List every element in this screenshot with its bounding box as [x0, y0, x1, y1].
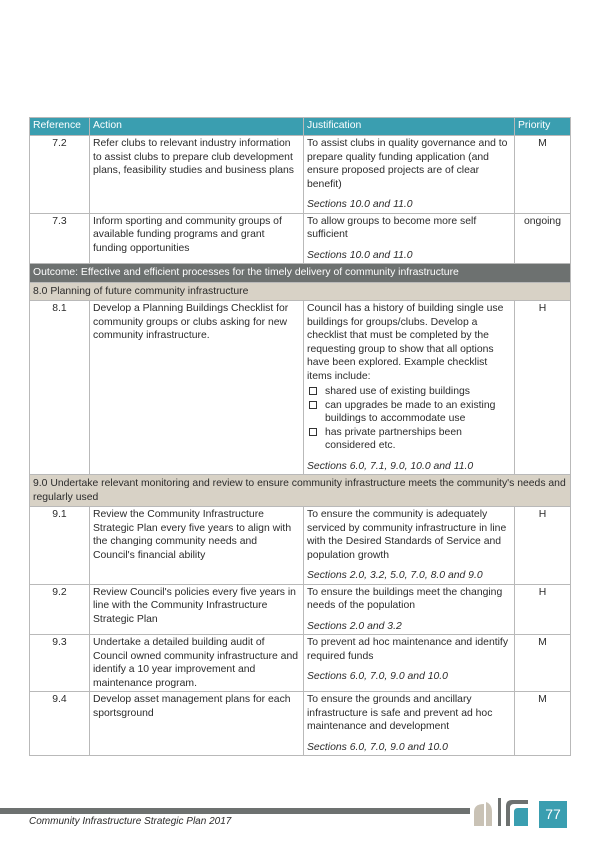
row-action: Develop asset management plans for each sportsground	[90, 692, 304, 756]
row-justification	[304, 507, 515, 585]
checklist-item	[307, 385, 511, 399]
row-reference: 7.3	[30, 213, 90, 264]
checkbox-icon	[309, 428, 317, 436]
justification-text: To prevent ad hoc maintenance and identify required funds	[307, 637, 509, 662]
outcome-text: Outcome: Effective and efficient processes for the timely delivery of community infrastructure	[30, 264, 571, 283]
table-row	[30, 507, 571, 585]
source-sections: Sections 2.0, 3.2, 5.0, 7.0, 8.0 and 9.0	[307, 570, 483, 581]
row-reference: 8.1	[30, 301, 90, 475]
council-logo-icon	[472, 796, 536, 826]
source-sections: Sections 10.0 and 11.0	[307, 199, 413, 210]
header-priority: Priority	[515, 118, 571, 136]
footer-bar	[0, 808, 470, 814]
table-row	[30, 136, 571, 214]
checklist	[307, 385, 511, 453]
footer-doc-title: Community Infrastructure Strategic Plan 2017	[29, 816, 232, 827]
row-reference: 7.2	[30, 136, 90, 214]
table-row	[30, 301, 571, 475]
row-priority: H	[515, 507, 571, 585]
checklist-item-text: has private partnerships been considered etc.	[325, 426, 462, 451]
row-justification	[304, 213, 515, 264]
row-priority: M	[515, 635, 571, 692]
row-reference: 9.2	[30, 584, 90, 635]
row-justification	[304, 136, 515, 214]
justification-text: Council has a history of building single use buildings for groups/clubs. Develop a checklist that must be completed by the requesting group to show that all options have been explored. Example checklist items include:	[307, 303, 504, 382]
checklist-item-text: shared use of existing buildings	[325, 386, 470, 397]
row-priority: H	[515, 301, 571, 475]
table-header-row	[30, 118, 571, 136]
row-reference: 9.3	[30, 635, 90, 692]
section-heading-row	[30, 282, 571, 301]
table-row	[30, 213, 571, 264]
checkbox-icon	[309, 401, 317, 409]
justification-text: To ensure the community is adequately serviced by community infrastructure in line with the Desired Standards of Service and population growth	[307, 509, 507, 561]
row-action: Inform sporting and community groups of available funding programs and grant funding opportunities	[90, 213, 304, 264]
checklist-item-text: can upgrades be made to an existing buildings to accommodate use	[325, 399, 496, 424]
row-action: Review Council's policies every five years in line with the Community Infrastructure Strategic Plan	[90, 584, 304, 635]
source-sections: Sections 6.0, 7.0, 9.0 and 10.0	[307, 671, 448, 682]
section-heading-9: 9.0 Undertake relevant monitoring and review to ensure community infrastructure meets the community's needs and regularly used	[30, 475, 571, 507]
row-justification	[304, 635, 515, 692]
header-action: Action	[90, 118, 304, 136]
table-row	[30, 635, 571, 692]
row-action: Undertake a detailed building audit of Council owned community infrastructure and identify a 10 year improvement and maintenance program.	[90, 635, 304, 692]
outcome-row	[30, 264, 571, 283]
row-justification	[304, 584, 515, 635]
row-action: Develop a Planning Buildings Checklist for community groups or clubs asking for new community infrastructure.	[90, 301, 304, 475]
checkbox-icon	[309, 387, 317, 395]
row-action: Refer clubs to relevant industry information to assist clubs to prepare club development plans, feasibility studies and business plans	[90, 136, 304, 214]
row-reference: 9.1	[30, 507, 90, 585]
row-reference: 9.4	[30, 692, 90, 756]
justification-text: To ensure the grounds and ancillary infrastructure is safe and prevent ad hoc maintenance and development	[307, 694, 493, 732]
row-priority: ongoing	[515, 213, 571, 264]
justification-text: To ensure the buildings meet the changing needs of the population	[307, 586, 503, 611]
action-plan-table	[29, 117, 571, 756]
justification-text: To assist clubs in quality governance and to prepare quality funding application (and ensure proposed projects are of clear benefit)	[307, 138, 508, 190]
source-sections: Sections 6.0, 7.1, 9.0, 10.0 and 11.0	[307, 460, 474, 472]
row-priority: M	[515, 136, 571, 214]
section-heading-row	[30, 475, 571, 507]
source-sections: Sections 2.0 and 3.2	[307, 620, 402, 632]
row-justification	[304, 692, 515, 756]
source-sections: Sections 10.0 and 11.0	[307, 249, 413, 261]
page-number: 77	[539, 801, 567, 828]
row-priority: M	[515, 692, 571, 756]
table-row	[30, 584, 571, 635]
table-row	[30, 692, 571, 756]
row-justification	[304, 301, 515, 475]
section-heading-8: 8.0 Planning of future community infrastructure	[30, 282, 571, 301]
checklist-item	[307, 426, 511, 453]
checklist-item	[307, 399, 511, 426]
justification-text: To allow groups to become more self sufficient	[307, 215, 477, 240]
header-justification: Justification	[304, 118, 515, 136]
header-reference: Reference	[30, 118, 90, 136]
row-action: Review the Community Infrastructure Strategic Plan every five years to align with the changing community needs and Council's financial ability	[90, 507, 304, 585]
source-sections: Sections 6.0, 7.0, 9.0 and 10.0	[307, 741, 448, 753]
row-priority: H	[515, 584, 571, 635]
